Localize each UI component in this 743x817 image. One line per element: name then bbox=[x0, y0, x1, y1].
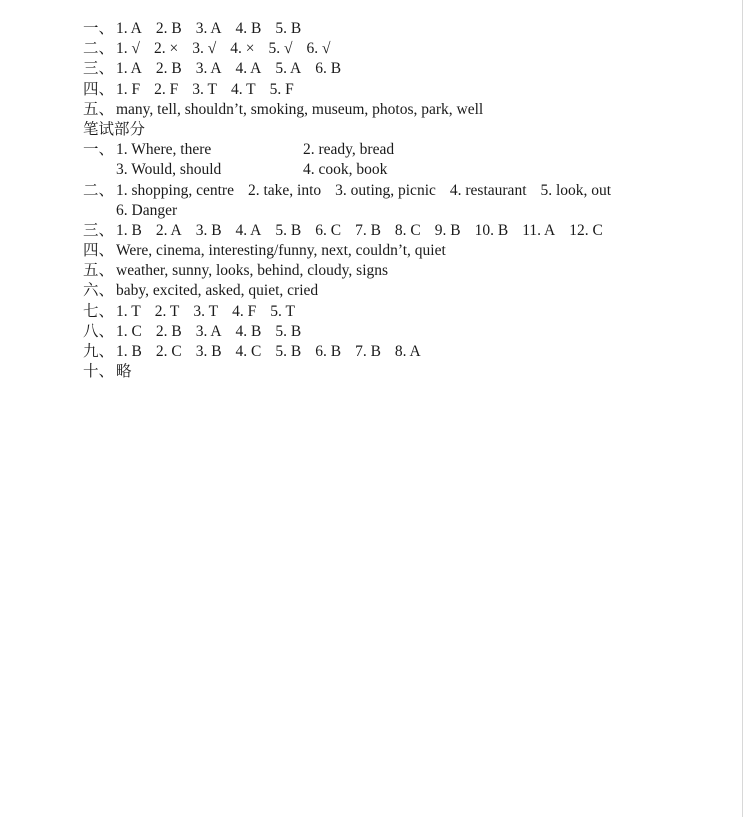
answer-item: 10. B bbox=[474, 221, 509, 239]
written-line-6 bbox=[83, 281, 723, 301]
answer-item: 3. Would, should bbox=[116, 161, 222, 179]
written-line-1b bbox=[83, 160, 723, 180]
answer-item: 2. × bbox=[154, 40, 179, 58]
answer-item: 2. A bbox=[155, 221, 182, 239]
answer-item: 3. B bbox=[195, 221, 222, 239]
answer-item: 2. B bbox=[155, 60, 182, 78]
answer-item: 1. F bbox=[116, 80, 141, 98]
answer-item: 5. B bbox=[275, 20, 302, 37]
answer-item: 3. T bbox=[192, 80, 217, 98]
answer-item: 4. cook, book bbox=[303, 161, 388, 179]
section-number: 二、 bbox=[83, 181, 115, 199]
answer-line-4 bbox=[83, 80, 723, 100]
answer-item: 2. F bbox=[154, 80, 179, 98]
written-line-10 bbox=[83, 362, 723, 382]
section-number: 五、 bbox=[83, 262, 115, 280]
answer-item: 4. T bbox=[230, 80, 256, 98]
written-part-heading: 笔试部分 bbox=[83, 120, 146, 138]
answer-line-2 bbox=[83, 39, 723, 59]
answer-item: 3. √ bbox=[192, 40, 217, 58]
answer-item: 4. C bbox=[235, 343, 262, 360]
answer-item: 4. × bbox=[230, 40, 255, 58]
answer-item: 3. A bbox=[195, 322, 222, 340]
answer-item: 1. A bbox=[116, 20, 142, 37]
answer-item: 7. B bbox=[355, 343, 381, 360]
answer-item: 4. F bbox=[232, 302, 257, 320]
section-number: 一、 bbox=[83, 141, 115, 159]
answer-item: 3. outing, picnic bbox=[335, 181, 436, 199]
answer-item: 2. C bbox=[155, 343, 182, 360]
answer-item: 1. T bbox=[116, 302, 141, 320]
section-number: 一、 bbox=[83, 20, 115, 37]
answer-item: 9. B bbox=[434, 221, 461, 239]
answer-item: 6. √ bbox=[306, 40, 331, 58]
section-number: 三、 bbox=[83, 221, 115, 239]
answer-item: 6. B bbox=[315, 343, 342, 360]
answer-item: 5. B bbox=[275, 221, 302, 239]
answer-item: 4. B bbox=[235, 322, 262, 340]
written-line-2b bbox=[83, 201, 723, 221]
answer-item: 5. look, out bbox=[540, 181, 612, 199]
section-number: 五、 bbox=[83, 100, 115, 118]
answer-item: 1. B bbox=[116, 343, 142, 360]
answer-item: 4. B bbox=[235, 20, 262, 37]
section-number: 四、 bbox=[83, 242, 115, 260]
section-number: 六、 bbox=[83, 282, 115, 300]
section-number: 二、 bbox=[83, 40, 115, 58]
answer-text: 略 bbox=[116, 363, 132, 381]
answer-item: 5. B bbox=[275, 343, 302, 360]
answer-item: 1. shopping, centre bbox=[116, 181, 234, 199]
answer-item: 7. B bbox=[355, 221, 381, 239]
answer-item: 5. √ bbox=[268, 40, 293, 58]
section-number: 四、 bbox=[83, 80, 115, 98]
written-line-4 bbox=[83, 241, 723, 261]
answer-text: weather, sunny, looks, behind, cloudy, signs bbox=[116, 262, 389, 280]
written-line-1a bbox=[83, 140, 723, 160]
answer-item: 5. F bbox=[269, 80, 294, 98]
section-number: 七、 bbox=[83, 302, 115, 320]
answer-item: 4. A bbox=[235, 221, 262, 239]
answer-key-content bbox=[83, 19, 723, 382]
section-number: 三、 bbox=[83, 60, 115, 78]
answer-item: 11. A bbox=[522, 221, 556, 239]
answer-item: 3. A bbox=[195, 60, 222, 78]
answer-text: baby, excited, asked, quiet, cried bbox=[116, 282, 319, 300]
written-line-8 bbox=[83, 322, 723, 342]
section-number: 九、 bbox=[83, 343, 115, 360]
answer-item: 3. A bbox=[195, 20, 222, 37]
answer-item: 1. √ bbox=[116, 40, 141, 58]
answer-item: 3. B bbox=[195, 343, 222, 360]
answer-text: many, tell, shouldn’t, smoking, museum, photos, park, well bbox=[116, 100, 484, 118]
answer-item: 1. C bbox=[116, 322, 142, 340]
answer-item: 4. restaurant bbox=[449, 181, 527, 199]
written-line-9 bbox=[83, 342, 723, 362]
answer-item: 5. T bbox=[270, 302, 295, 320]
written-line-2a bbox=[83, 181, 723, 201]
answer-item: 6. B bbox=[315, 60, 342, 78]
answer-item: 1. B bbox=[116, 221, 142, 239]
answer-item: 2. T bbox=[154, 302, 180, 320]
answer-item: 6. Danger bbox=[116, 201, 178, 219]
answer-line-3 bbox=[83, 59, 723, 79]
answer-item: 4. A bbox=[235, 60, 262, 78]
answer-item: 2. take, into bbox=[247, 181, 322, 199]
answer-item: 12. C bbox=[569, 221, 603, 239]
section-number: 十、 bbox=[83, 363, 115, 381]
answer-line-5 bbox=[83, 100, 723, 120]
answer-item: 1. Where, there bbox=[116, 141, 212, 159]
written-line-7 bbox=[83, 302, 723, 322]
answer-item: 2. B bbox=[155, 322, 182, 340]
section-number: 八、 bbox=[83, 322, 115, 340]
answer-item: 8. A bbox=[394, 343, 421, 360]
answer-item: 3. T bbox=[193, 302, 219, 320]
answer-item: 2. ready, bread bbox=[303, 141, 395, 159]
answer-item: 6. C bbox=[315, 221, 342, 239]
written-line-5 bbox=[83, 261, 723, 281]
written-line-3 bbox=[83, 221, 723, 241]
answer-item: 5. A bbox=[275, 60, 302, 78]
answer-item: 8. C bbox=[394, 221, 421, 239]
answer-line-1 bbox=[83, 19, 723, 39]
answer-item: 5. B bbox=[275, 322, 302, 340]
answer-item: 1. A bbox=[116, 60, 142, 78]
answer-text: Were, cinema, interesting/funny, next, couldn’t, quiet bbox=[116, 242, 446, 260]
answer-item: 2. B bbox=[155, 20, 182, 37]
